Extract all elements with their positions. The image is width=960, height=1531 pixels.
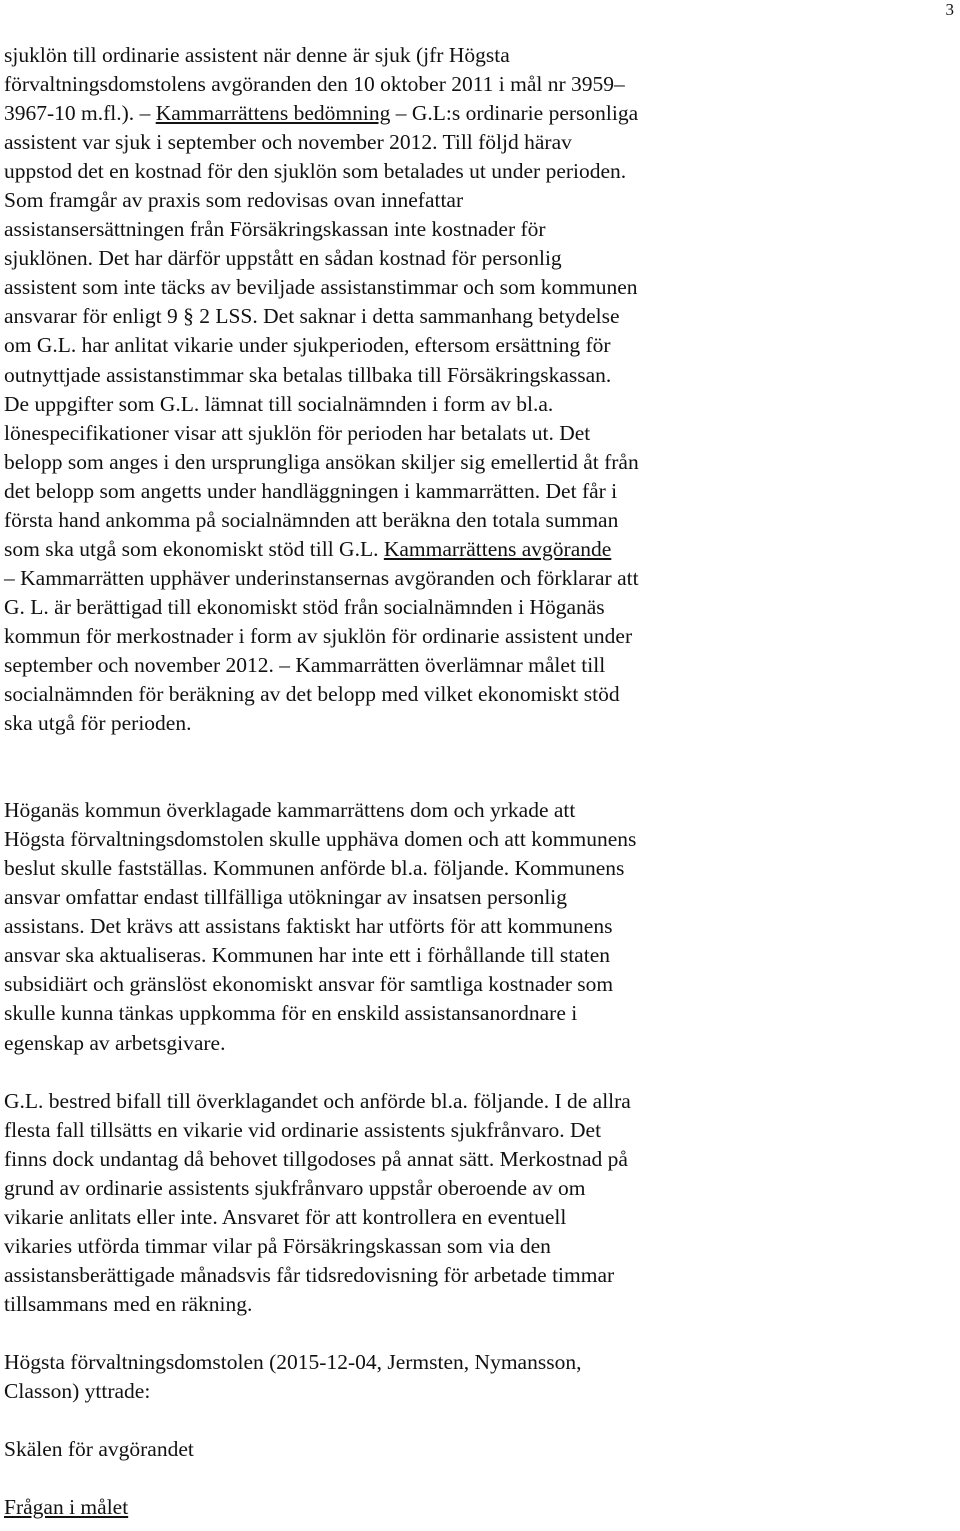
paragraph-hfd-yttrade [4,1348,954,1406]
text-line: Classon) yttrade: [4,1378,151,1403]
text-line: Som framgår av praxis som redovisas ovan innefattar [4,188,464,213]
text-line: sjuklön till ordinarie assistent när denne är sjuk (jfr Högsta [4,43,510,67]
spacer [4,1406,954,1435]
text-line: flesta fall tillsätts en vikarie vid ordinarie assistents sjukfrånvaro. Det [4,1117,602,1142]
text-line: assistent som inte täcks av beviljade assistanstimmar och som kommunen [4,275,638,300]
document-body [4,41,954,1522]
text-line [4,99,954,128]
paragraph-kammarratten [4,41,954,738]
sub-heading-fragan [4,1493,954,1522]
spacer [4,738,954,796]
text-line [4,535,954,564]
text-line: förvaltningsdomstolens avgöranden den 10 oktober 2011 i mål nr 3959– [4,72,625,97]
section-heading-text: Skälen för avgörandet [4,1437,194,1462]
text-line: ansvar omfattar endast tillfälliga utökningar av insatsen personlig [4,885,568,910]
text-line: socialnämnden för beräkning av det belopp med vilket ekonomiskt stöd [4,682,620,707]
page-number: 3 [945,0,954,19]
text-line: Högsta förvaltningsdomstolen (2015-12-04, Jermsten, Nymansson, [4,1349,582,1374]
text-line: egenskap av arbetsgivare. [4,1030,226,1055]
heading-kammarrattens-avgorande: Kammarrättens avgörande [383,536,612,561]
paragraph-gl-bestred [4,1087,954,1319]
text-line: kommun för merkostnader i form av sjuklön för ordinarie assistent under [4,623,633,648]
spacer [4,1464,954,1493]
text-segment: som ska utgå som ekonomiskt stöd till G.L. [4,536,384,561]
text-line: uppstod det en kostnad för den sjuklön som betalades ut under perioden. [4,159,627,184]
text-line: ska utgå för perioden. [4,711,192,736]
text-line: finns dock undantag då behovet tillgodoses på annat sätt. Merkostnad på [4,1146,628,1171]
text-segment: – G.L:s ordinarie personliga [390,101,639,126]
text-line: skulle kunna tänkas uppkomma för en enskild assistansanordnare i [4,1001,578,1026]
section-heading-skalen [4,1435,954,1464]
text-line: beslut skulle fastställas. Kommunen anförde bl.a. följande. Kommunens [4,856,625,881]
text-line: första hand ankomma på socialnämnden att beräkna den totala summan [4,507,619,532]
text-line: assistansersättningen från Försäkringskassan inte kostnader för [4,217,546,242]
dash: – [139,101,156,126]
spacer [4,1319,954,1348]
text-line: lönespecifikationer visar att sjuklön för perioden har betalats ut. Det [4,420,591,445]
text-line: vikaries utförda timmar vilar på Försäkringskassan som via den [4,1233,551,1258]
text-line: – Kammarrätten upphäver underinstansernas avgöranden och förklarar att [4,565,639,590]
text-line: outnyttjade assistanstimmar ska betalas tillbaka till Försäkringskassan. [4,362,612,387]
text-line: tillsammans med en räkning. [4,1291,253,1316]
text-line: Högsta förvaltningsdomstolen skulle upphäva domen och att kommunens [4,827,637,852]
text-line: om G.L. har anlitat vikarie under sjukperioden, eftersom ersättning för [4,333,611,358]
text-line: sjuklönen. Det har därför uppstått en sådan kostnad för personlig [4,246,562,271]
text-segment: 3967-10 m.fl.). [4,101,140,126]
text-line: vikarie anlitats eller inte. Ansvaret för att kontrollera en eventuell [4,1204,567,1229]
text-line: Höganäs kommun överklagade kammarrättens dom och yrkade att [4,798,576,823]
text-line: ansvar ska aktualiseras. Kommunen har inte ett i förhållande till staten [4,943,610,968]
sub-heading-text: Frågan i målet [4,1495,129,1520]
text-line: assistans. Det krävs att assistans faktiskt har utförts för att kommunens [4,914,613,939]
text-line: assistent var sjuk i september och november 2012. Till följd härav [4,130,572,155]
spacer [4,1058,954,1087]
text-line: september och november 2012. – Kammarrätten överlämnar målet till [4,652,606,677]
paragraph-hoganas-overklagande [4,796,954,1057]
text-line: belopp som anges i den ursprungliga ansökan skiljer sig emellertid åt från [4,449,639,474]
heading-kammarrattens-bedomning: Kammarrättens bedömning [155,101,391,126]
text-line: grund av ordinarie assistents sjukfrånvaro uppstår oberoende av om [4,1175,586,1200]
text-line: ansvarar för enligt 9 § 2 LSS. Det saknar i detta sammanhang betydelse [4,304,620,329]
text-line: De uppgifter som G.L. lämnat till socialnämnden i form av bl.a. [4,391,554,416]
text-line: G.L. bestred bifall till överklagandet och anförde bl.a. följande. I de allra [4,1088,631,1113]
text-line: assistansberättigade månadsvis får tidsredovisning för arbetade timmar [4,1262,615,1287]
text-line: subsidiärt och gränslöst ekonomiskt ansvar för samtliga kostnader som [4,972,614,997]
text-line: det belopp som angetts under handläggningen i kammarrätten. Det får i [4,478,618,503]
text-line: G. L. är berättigad till ekonomiskt stöd från socialnämnden i Höganäs [4,594,605,619]
